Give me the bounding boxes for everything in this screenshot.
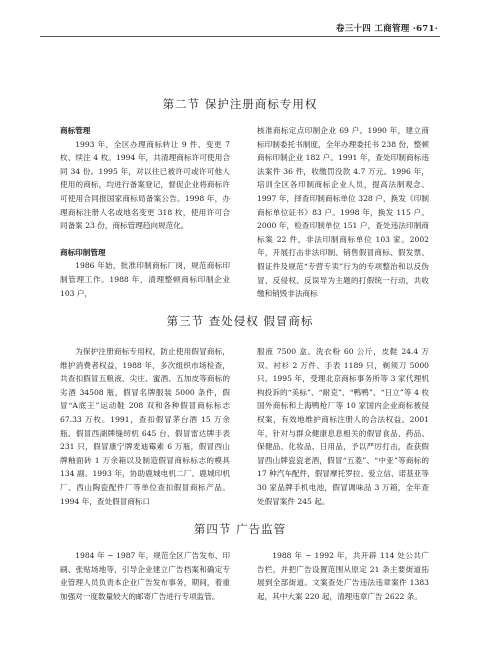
- header-rule: [40, 36, 440, 37]
- section-4-right-column: [257, 549, 429, 603]
- paragraph: 服液 7500 盒、洗衣粉 60 公斤，皮鞋 24.4 万双、衬衫 2 万件、手表 1189 只，剃须刀 5000 只。1995 年，受理北京商标事务所等 3 家代理机构投诉的“美标”、“耐克”、“鸭鸭”、“日立”等 4 枚国外商标和上海鸭枪厂等 10 家国内企业商标被侵权案，有效地维护商标注册人的合法权益。2001 年，针对与群众健康息息相关的假冒食品、药品、保健品、化妆品、日用品，予以严厉打击，查获假冒西山牌瓷瓷老酒，假冒“五菱”、“中亚”等商标的 17 种汽车配件，假冒摩托罗拉、爱立信、诺基亚等 30 家品牌手机电池，假冒调味品 3 万箱，全年查处假冒案件 245 起。: [257, 347, 429, 506]
- paragraph: 1986 年始，批准印制商标厂岗，规范商标印制管理工作。1988 年，清理整顿商标印制企业 103 户，: [60, 261, 230, 298]
- section-4-left-column: [60, 549, 230, 603]
- paragraph: 核准商标定点印制企业 69 户。1990 年，建立商标印制委托书制度，全年办理委托书 238 份，整顿商标印制企业 182 户。1991 年，查处印制商标违法案件 36 件，收缴罚没款 4.7 万元。1996 年，培训全区各印制商标企业人员，提高法制观念。1997 年，择查印制商标单位 328 户，换发《印制商标单位证书》83 户。1998 年，换发 115 户。2000 年，检查印制单位 151 户，查处违法印制商标案 22 件，非法印制商标单位 103 家。2002 年，开展打击非法印制、销售假冒商标、假发票、假证件及规范“专营专卖”行为的专项整治和以反伪冒、反侵权、反误导为主题的打假统一行动，共收缴和销毁非法商标: [257, 126, 429, 299]
- section-3-right-column: [257, 345, 429, 508]
- section-3-left-column: [60, 345, 230, 508]
- paragraph: 1984 年 ~ 1987 年，规范全区广告发布、印刷、张贴场地等，引导企业建立广告档案和确定专业管理人员负责本企业广告发布事务，期间，着重加强对一度数量较大的邮寄广告进行专项监管。: [60, 551, 230, 601]
- paragraph: 为保护注册商标专用权，防止使用假冒商标，维护消费者权益，1988 年，多次组织市场检查，共查扣假冒五粮液、尖庄、蜜酒、五加皮等商标的劣酒 34508 瓶，假冒名牌服装 5000 条件，假冒“A底王”运动鞋 208 双和各种假冒商标标志 67.33 万枚。1991，查扣假冒茅台酒 15 万余瓶、假冒西湖牌缝纫机 645 台、假冒雷达牌手表 231 只，假冒康宁牌麦迪霉素 6 万瓶，假冒西山牌釉面砖 1 万余箱以及制造假冒商标标志的模具 134 副。1993 年，协助鹿城电机二厂、鹿城印机厂、西山陶瓷配件厂等单位查扣假冒商标产品。1994 年，查处假冒商标口: [60, 347, 230, 506]
- section-title-2: 第二节 保护注册商标专用权: [162, 97, 318, 111]
- paragraph: 1988 年 ~ 1992 年，共开辟 114 处公共广告栏，并把广告设置范围从原定 21 条主要街道拓展到全部街道。文案查处广告违法违章案件 1383 起，其中大案 220 起，清理违章广告 2622 条。: [257, 551, 429, 601]
- running-header: [40, 14, 440, 38]
- section-title-3: 第三节 查处侵权 假冒商标: [166, 314, 314, 328]
- section-title-4: 第四节 广告监管: [193, 522, 287, 536]
- subheading-trademark-printing: 商标印制管理: [60, 247, 106, 257]
- section-2-right-column: [257, 124, 429, 301]
- running-head-text: 卷三十四 工商管理 ·671·: [335, 24, 438, 34]
- section-2-left-column: [60, 124, 230, 300]
- paragraph: 1993 年，全区办理商标转让 9 件、变更 7 枚、续注 4 枚。1994 年，共清理商标许可使用合同 34 份。1995 年，对以往已被许可或许可他人使用的商标，均进行备案登记，督促企业将商标许可使用合同报国家商标局备案公告。1998 年，办理商标注册人名或地名变更 318 枚，使用许可合同备案 23 份，商标管理趋向规范化。: [60, 139, 230, 231]
- subheading-trademark-management: 商标管理: [60, 126, 91, 135]
